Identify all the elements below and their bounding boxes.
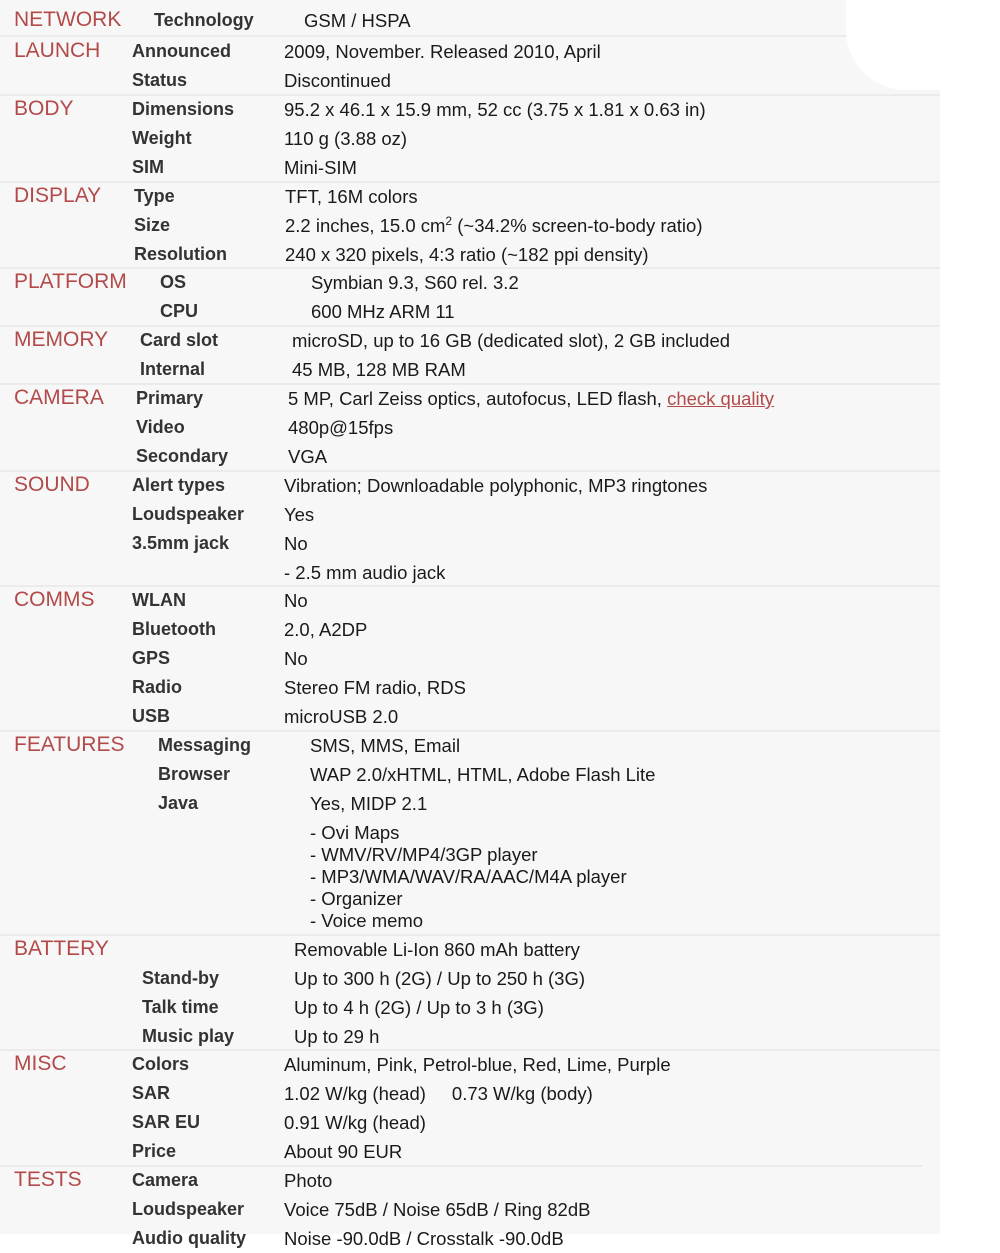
spec-value xyxy=(284,1079,593,1108)
spec-label: Loudspeaker xyxy=(132,504,245,524)
spec-label: Messaging xyxy=(158,735,252,755)
feature-list-item: - Organizer xyxy=(310,888,403,909)
spec-value: Yes, MIDP 2.1 xyxy=(310,793,428,814)
spec-label: Dimensions xyxy=(132,99,235,119)
spec-value: Vibration; Downloadable polyphonic, MP3 ringtones xyxy=(284,475,708,496)
spec-value: 95.2 x 46.1 x 15.9 mm, 52 cc (3.75 x 1.81 x 0.63 in) xyxy=(284,99,706,120)
category-label: PLATFORM xyxy=(14,270,127,293)
category-label: COMMS xyxy=(14,588,95,611)
spec-value: Removable Li-Ion 860 mAh battery xyxy=(294,939,580,960)
spec-label: Camera xyxy=(132,1170,199,1190)
spec-value: Up to 4 h (2G) / Up to 3 h (3G) xyxy=(294,997,544,1018)
category-label: DISPLAY xyxy=(14,184,102,207)
spec-label: SAR xyxy=(132,1083,171,1103)
spec-value: Stereo FM radio, RDS xyxy=(284,677,466,698)
spec-value: microSD, up to 16 GB (dedicated slot), 2 GB included xyxy=(292,330,731,351)
spec-value: Yes xyxy=(284,504,315,525)
spec-value: Discontinued xyxy=(284,70,391,91)
spec-value: Aluminum, Pink, Petrol-blue, Red, Lime, Purple xyxy=(284,1054,671,1075)
spec-label: WLAN xyxy=(132,590,186,610)
spec-label: SIM xyxy=(132,157,165,177)
category-label: CAMERA xyxy=(14,386,104,409)
spec-value: 5 MP, Carl Zeiss optics, autofocus, LED flash, check quality xyxy=(288,388,775,409)
spec-label: Weight xyxy=(132,128,192,148)
spec-label: 3.5mm jack xyxy=(132,533,230,553)
spec-value: Up to 29 h xyxy=(294,1026,380,1047)
spec-label: Video xyxy=(136,417,185,437)
category-label: BODY xyxy=(14,97,74,120)
spec-label: Alert types xyxy=(132,475,226,495)
spec-label: Announced xyxy=(132,41,231,61)
spec-label: CPU xyxy=(160,301,199,321)
spec-label: Resolution xyxy=(134,244,227,264)
spec-value: Up to 300 h (2G) / Up to 250 h (3G) xyxy=(294,968,586,989)
spec-label: GPS xyxy=(132,648,171,668)
corner-overlay xyxy=(846,0,1000,90)
spec-value: 480p@15fps xyxy=(288,417,394,438)
spec-label: Status xyxy=(132,70,188,90)
spec-value: 240 x 320 pixels, 4:3 ratio (~182 ppi density) xyxy=(285,244,649,265)
spec-value: Photo xyxy=(284,1170,333,1191)
spec-label: Audio quality xyxy=(132,1228,246,1248)
category-label: FEATURES xyxy=(14,733,125,756)
spec-value: 600 MHz ARM 11 xyxy=(311,301,455,322)
spec-value: 45 MB, 128 MB RAM xyxy=(292,359,466,380)
spec-value: SMS, MMS, Email xyxy=(310,735,461,756)
spec-label: Type xyxy=(134,186,175,206)
spec-label: Technology xyxy=(154,10,254,30)
sar-head-value: 1.02 W/kg (head) xyxy=(284,1083,426,1104)
spec-value: 2.2 inches, 15.0 $cm^2$ (~34.2% screen-to-body ratio) xyxy=(285,214,703,236)
spec-value: TFT, 16M colors xyxy=(285,186,418,207)
sar-body-value: 0.73 W/kg (body) xyxy=(451,1083,593,1104)
category-label: LAUNCH xyxy=(14,39,101,62)
category-label: TESTS xyxy=(14,1168,82,1191)
spec-label: Radio xyxy=(132,677,183,697)
spec-value: No xyxy=(284,533,308,554)
spec-value: 0.91 W/kg (head) xyxy=(284,1112,426,1133)
feature-list-item: - Ovi Maps xyxy=(310,822,400,843)
category-label: BATTERY xyxy=(14,937,109,960)
spec-label: Talk time xyxy=(142,997,219,1017)
spec-label: USB xyxy=(132,706,171,726)
feature-list-item: - Voice memo xyxy=(310,910,424,931)
spec-value: 2.0, A2DP xyxy=(284,619,368,640)
spec-value: GSM / HSPA xyxy=(304,10,411,31)
spec-label: Colors xyxy=(132,1054,190,1074)
spec-value: Mini-SIM xyxy=(284,157,357,178)
spec-label: Loudspeaker xyxy=(132,1199,245,1219)
spec-value: No xyxy=(284,648,308,669)
section-divider xyxy=(0,730,966,732)
spec-label: Secondary xyxy=(136,446,229,466)
feature-list-item: - WMV/RV/MP4/3GP player xyxy=(310,844,538,865)
spec-label: Primary xyxy=(136,388,204,408)
category-label: MEMORY xyxy=(14,328,109,351)
spec-value: About 90 EUR xyxy=(284,1141,403,1162)
spec-label: Size xyxy=(134,215,171,235)
spec-label: Java xyxy=(158,793,199,813)
spec-value: - 2.5 mm audio jack xyxy=(284,562,446,583)
spec-label: Price xyxy=(132,1141,177,1161)
spec-value: VGA xyxy=(288,446,328,467)
feature-list xyxy=(310,822,627,932)
spec-label: OS xyxy=(160,272,187,292)
spec-value: Symbian 9.3, S60 rel. 3.2 xyxy=(311,272,519,293)
spec-value: microUSB 2.0 xyxy=(284,706,399,727)
spec-value: Voice 75dB / Noise 65dB / Ring 82dB xyxy=(284,1199,591,1220)
spec-label: Music play xyxy=(142,1026,235,1046)
spec-label: Browser xyxy=(158,764,231,784)
check-quality-link[interactable]: check quality xyxy=(667,388,775,409)
spec-label: Stand-by xyxy=(142,968,220,988)
spec-label: Internal xyxy=(140,359,206,379)
spec-value: Noise -90.0dB / Crosstalk -90.0dB xyxy=(284,1228,564,1249)
category-label: NETWORK xyxy=(14,8,122,31)
spec-value: 2009, November. Released 2010, April xyxy=(284,41,601,62)
spec-value: 110 g (3.88 oz) xyxy=(284,128,408,149)
feature-list-item: - MP3/WMA/WAV/RA/AAC/M4A player xyxy=(310,866,627,887)
spec-value: WAP 2.0/xHTML, HTML, Adobe Flash Lite xyxy=(310,764,656,785)
category-label: MISC xyxy=(14,1052,67,1075)
category-label: SOUND xyxy=(14,473,90,496)
spec-value: No xyxy=(284,590,308,611)
spec-label: SAR EU xyxy=(132,1112,201,1132)
spec-label: Bluetooth xyxy=(132,619,216,639)
spec-label: Card slot xyxy=(140,330,219,350)
